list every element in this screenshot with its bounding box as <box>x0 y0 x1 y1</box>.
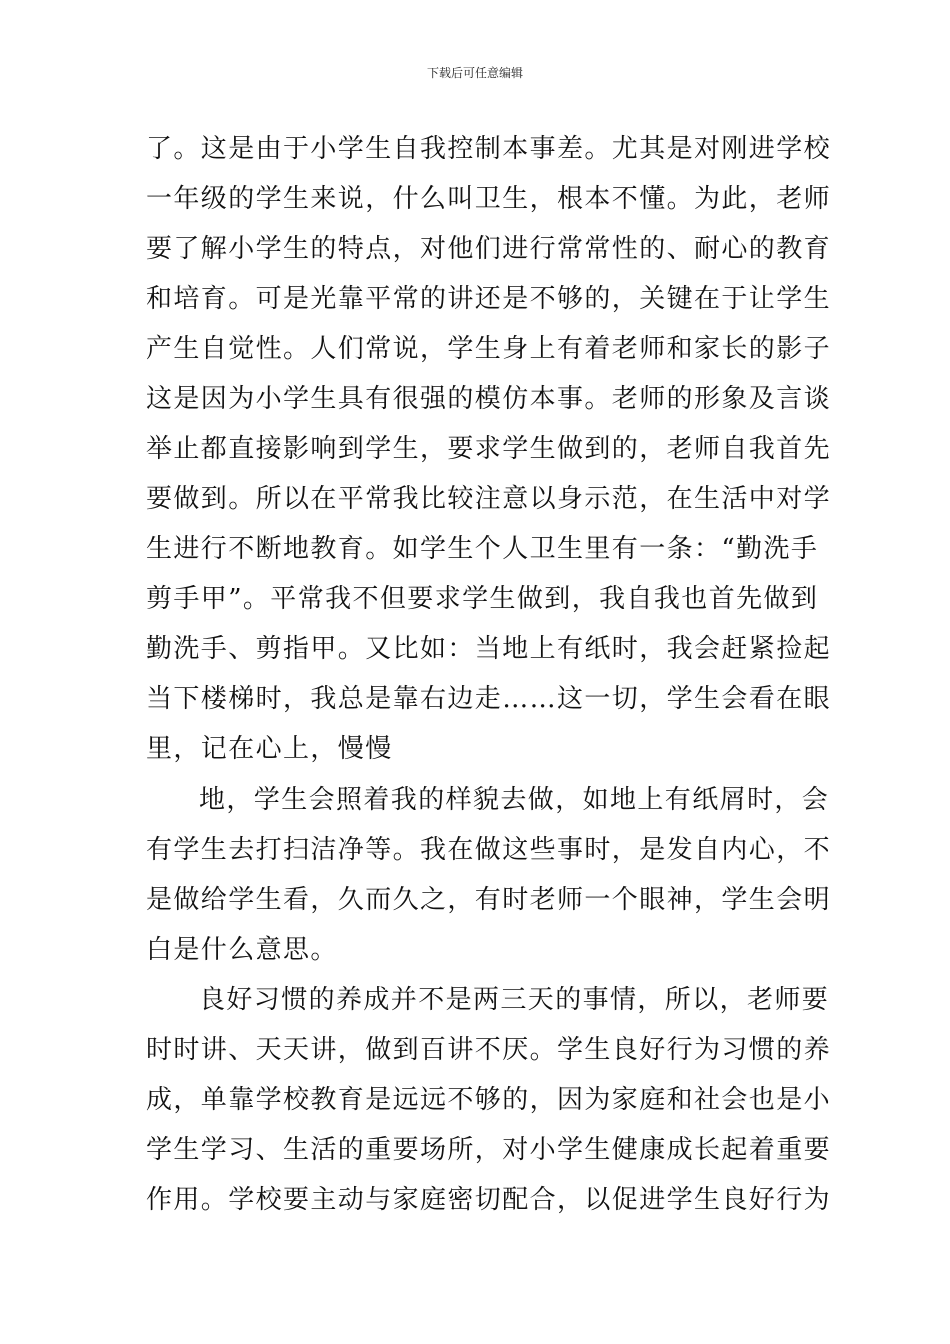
text-line: 要了解小学生的特点，对他们进行常常性的、耐心的教育 <box>146 234 832 264</box>
text-line: 当下楼梯时，我总是靠右边走……这一切，学生会看在眼 <box>146 684 832 714</box>
text-line: 生进行不断地教育。如学生个人卫生里有一条：“勤洗手 <box>146 534 819 564</box>
text-line: 这是因为小学生具有很强的模仿本事。老师的形象及言谈 <box>146 384 832 414</box>
text-line: 时时讲、天天讲，做到百讲不厌。学生良好行为习惯的养 <box>146 1035 832 1065</box>
text-line: 良好习惯的养成并不是两三天的事情，所以，老师要 <box>199 985 830 1015</box>
text-line: 和培育。可是光靠平常的讲还是不够的，关键在于让学生 <box>146 284 832 314</box>
text-line: 是做给学生看，久而久之，有时老师一个眼神，学生会明 <box>146 885 832 915</box>
text-line: 地，学生会照着我的样貌去做，如地上有纸屑时，会 <box>199 785 830 815</box>
text-line: 里，记在心上，慢慢 <box>146 734 393 764</box>
text-line: 剪手甲”。平常我不但要求学生做到，我自我也首先做到 <box>146 584 819 614</box>
text-line: 成，单靠学校教育是远远不够的，因为家庭和社会也是小 <box>146 1085 832 1115</box>
text-line: 要做到。所以在平常我比较注意以身示范，在生活中对学 <box>146 484 832 514</box>
text-line: 一年级的学生来说，什么叫卫生，根本不懂。为此，老师 <box>146 184 832 214</box>
page-header: 下载后可任意编辑 <box>426 66 523 80</box>
text-line: 作用。学校要主动与家庭密切配合，以促进学生良好行为 <box>146 1185 832 1215</box>
text-line: 勤洗手、剪指甲。又比如：当地上有纸时，我会赶紧捡起 <box>146 634 832 664</box>
text-line: 产生自觉性。人们常说，学生身上有着老师和家长的影子 <box>146 334 832 364</box>
text-line: 白是什么意思。 <box>146 935 338 965</box>
text-line: 举止都直接影响到学生，要求学生做到的，老师自我首先 <box>146 434 832 464</box>
text-line: 学生学习、生活的重要场所，对小学生健康成长起着重要 <box>146 1135 832 1165</box>
text-line: 有学生去打扫洁净等。我在做这些事时，是发自内心，不 <box>146 835 832 865</box>
text-line: 了。这是由于小学生自我控制本事差。尤其是对刚进学校 <box>146 134 832 164</box>
